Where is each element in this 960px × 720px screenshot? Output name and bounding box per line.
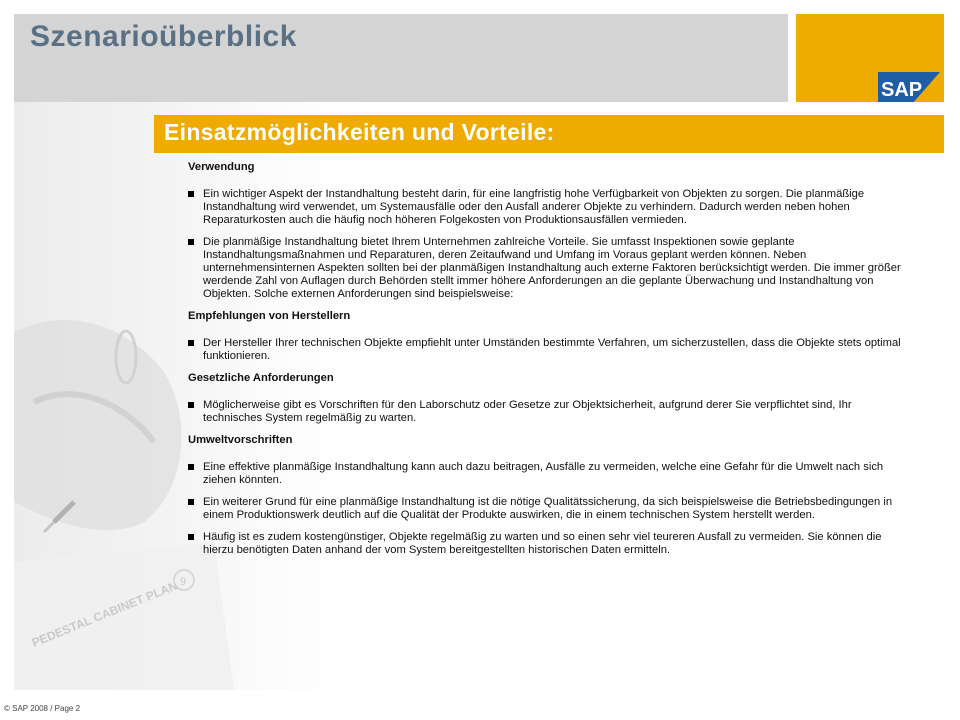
section-empfehlungen xyxy=(188,310,912,363)
section-heading: Empfehlungen von Herstellern xyxy=(188,310,351,322)
subheader-banner xyxy=(154,115,944,153)
bullet-text: Häufig ist es zudem kostengünstiger, Objekte regelmäßig zu warten und so einen sehr viel teureren Ausfall zu vermeiden. Sie können die hierzu benötigten Daten anhand der vom System bereitgestellten historischen Daten ermitteln. xyxy=(203,531,882,556)
bullet-marker xyxy=(188,239,194,245)
sap-logo xyxy=(878,72,940,104)
bullet-text: Ein wichtiger Aspekt der Instandhaltung besteht darin, für eine langfristig hohe Verfügbarkeit von Objekten zu sorgen. Die planmäßige Instandhaltung wird verwendet, um Systemausfälle oder den Ausfall anderer Objekte zu verhindern. Dadurch werden neben hohen Reparaturkosten auch die häufig noch höheren Folgekosten von Produktionsausfällen vermieden. xyxy=(203,188,865,226)
page-title: Szenarioüberblick xyxy=(30,20,297,53)
bullet-text: Ein weiterer Grund für eine planmäßige Instandhaltung ist die nötige Qualitätssicherung, da sich beispielsweise die Betriebsbedingungen in einem Produktionswerk deutlich auf die Qualität der Produkte auswirken, die in einem technischen System herstellt werden. xyxy=(203,496,893,521)
list-item xyxy=(188,531,912,557)
drawing-label: PEDESTAL CABINET PLAN xyxy=(29,578,180,650)
bullet-marker xyxy=(188,191,194,197)
bullet-text: Der Hersteller Ihrer technischen Objekte empfiehlt unter Umständen bestimmte Verfahren, um sicherzustellen, dass die Objekte stets optimal funktionieren. xyxy=(203,337,901,362)
list-item xyxy=(188,496,912,522)
section-verwendung xyxy=(188,161,912,301)
bullet-text: Möglicherweise gibt es Vorschriften für den Laborschutz oder Gesetze zur Objektsicherheit, aufgrund derer Sie verpflichtet sind, Ihr technisches System regelmäßig zu warten. xyxy=(203,399,852,424)
section-umwelt xyxy=(188,434,912,557)
footer-copyright: © SAP 2008 / Page 2 xyxy=(4,704,81,713)
sap-logo-text: SAP xyxy=(881,79,923,101)
list-item xyxy=(188,399,912,425)
bullet-marker xyxy=(188,402,194,408)
bullet-marker xyxy=(188,340,194,346)
list-item xyxy=(188,337,912,363)
bullet-marker xyxy=(188,499,194,505)
list-item xyxy=(188,236,912,301)
list-item xyxy=(188,461,912,487)
list-item xyxy=(188,188,912,227)
section-title: Einsatzmöglichkeiten und Vorteile: xyxy=(164,119,555,145)
bullet-text: Die planmäßige Instandhaltung bietet Ihrem Unternehmen zahlreiche Vorteile. Sie umfasst Inspektionen sowie geplante Instandhaltungsmaßnahmen und Reparaturen, deren Zeitaufwand und Umfang im Voraus geplant werden können. Neben unternehmensinternen Aspekten sollten bei der planmäßigen Instandhaltung auch externe Faktoren berücksichtigt werden. Die immer größer werdende Zahl von Auflagen durch Behörden stellt immer höhere Anforderungen an die geplante Überwachung und Instandhaltung von Objekten. Solche externen Anforderungen sind beispielsweise: xyxy=(203,236,901,300)
section-gesetzlich xyxy=(188,372,912,425)
content-body xyxy=(188,161,912,566)
drawing-number: 9 xyxy=(180,576,187,588)
section-heading: Gesetzliche Anforderungen xyxy=(188,372,334,384)
bullet-marker xyxy=(188,464,194,470)
section-heading: Verwendung xyxy=(188,161,255,173)
bullet-text: Eine effektive planmäßige Instandhaltung kann auch dazu beitragen, Ausfälle zu vermeiden, welche eine Gefahr für die Umwelt nach sich ziehen könnten. xyxy=(203,461,884,486)
bullet-marker xyxy=(188,534,194,540)
section-heading: Umweltvorschriften xyxy=(188,434,293,446)
